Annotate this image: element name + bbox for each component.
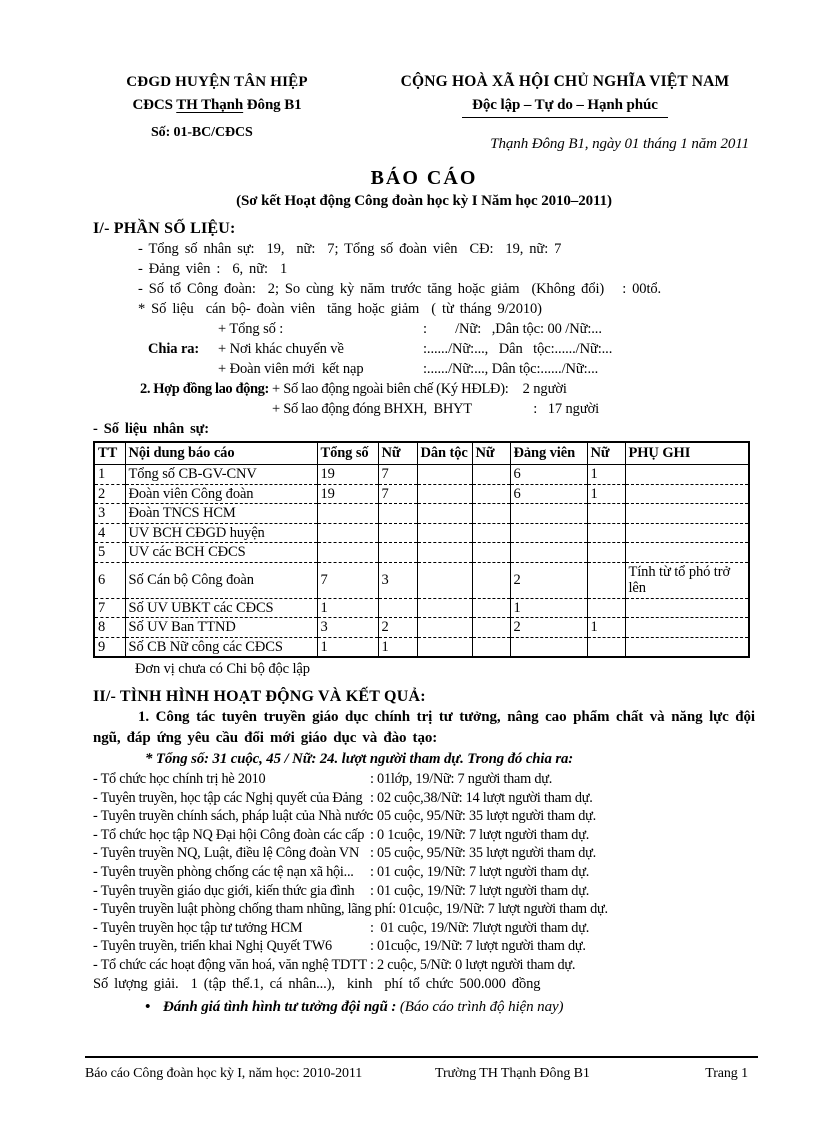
table-cell — [625, 504, 749, 524]
table-cell — [587, 637, 625, 657]
activity-item-label: - Tuyên truyền luật phòng chống tham nhũng, lãng phí: 01cuộc, 19/Nữ: 7 lượt người tham dự. — [93, 901, 608, 918]
table-cell: Tổng số CB-GV-CNV — [125, 465, 317, 485]
prize-line: Số lượng giải. 1 (tập thể.1, cá nhân...), kinh phí tổ chức 500.000 đồng — [93, 975, 541, 992]
table-header-cell: Đảng viên — [510, 442, 587, 465]
section-1 — [93, 219, 755, 679]
hop-dong-label: 2. Hợp đồng lao động: — [140, 381, 269, 397]
table-cell — [625, 637, 749, 657]
table-cell: Đoàn TNCS HCM — [125, 504, 317, 524]
table-header-cell: Nữ — [587, 442, 625, 465]
activity-item-label: - Tuyên truyền chính sách, pháp luật của Nhà nước — [93, 808, 373, 825]
table-cell: 6 — [510, 465, 587, 485]
table-cell — [625, 465, 749, 485]
table-cell: 1 — [317, 598, 378, 618]
chia-ra-row — [93, 319, 755, 339]
section-2 — [93, 687, 755, 1018]
header-right-block — [341, 72, 755, 154]
table-row — [94, 484, 749, 504]
table-cell — [472, 598, 510, 618]
table-cell: Số UV Ban TTND — [125, 618, 317, 638]
org-name-suffix: Đông B1 — [243, 97, 302, 113]
activity-item — [93, 919, 755, 938]
activity-item — [93, 956, 755, 975]
table-cell — [472, 465, 510, 485]
table-footnote: Đơn vị chưa có Chi bộ độc lập — [135, 661, 310, 677]
activity-item — [93, 826, 755, 845]
activity-item — [93, 937, 755, 956]
activity-item-label: - Tổ chức học tập NQ Đại hội Công đoàn các cấp — [93, 826, 365, 843]
table-cell: 6 — [94, 562, 125, 598]
activity-item — [93, 844, 755, 863]
table-cell: 1 — [587, 484, 625, 504]
section-1-heading: I/- PHẦN SỐ LIỆU: — [93, 220, 236, 237]
table-cell — [417, 504, 472, 524]
table-cell — [472, 618, 510, 638]
footer-page-number: Trang 1 — [705, 1066, 748, 1081]
chia-ra-row — [93, 359, 755, 379]
table-row — [94, 598, 749, 618]
chia-ra-value: :....../Nữ:..., Dân tộc:....../Nữ:... — [423, 341, 613, 357]
chia-ra-label — [148, 359, 218, 379]
table-cell: 2 — [510, 618, 587, 638]
stat-line: - Số tổ Công đoàn: 2; So cùng kỳ năm trước tăng hoặc giảm (Không đổi) : 00tổ. — [138, 281, 662, 297]
table-header-cell: TT — [94, 442, 125, 465]
table-cell: 9 — [94, 637, 125, 657]
table-cell — [625, 484, 749, 504]
document-number: Số: 01-BC/CĐCS — [151, 125, 253, 140]
table-row — [94, 618, 749, 638]
total-summary-line: * Tổng số: 31 cuộc, 45 / Nữ: 24. lượt người tham dự. Trong đó chia ra: — [145, 751, 574, 767]
activity-item-label: - Tuyên truyền, học tập các Nghị quyết của Đảng — [93, 789, 363, 806]
chia-ra-label: Chia ra: — [148, 341, 200, 357]
table-cell — [510, 637, 587, 657]
table-cell: 7 — [378, 465, 417, 485]
activity-item-value: : 2 cuộc, 5/Nữ: 0 lượt người tham dự. — [370, 956, 576, 973]
table-cell — [587, 523, 625, 543]
table-row — [94, 523, 749, 543]
section-2-paragraph: 1. Công tác tuyên truyền giáo dục chính trị tư tưởng, nâng cao phẩm chất và năng lực đội ngũ, đáp ứng yêu cầu đổi mới giáo dục và đào tạo: — [93, 709, 755, 746]
org-name-prefix: CĐCS — [132, 97, 177, 113]
activity-item — [93, 900, 755, 919]
table-cell — [417, 465, 472, 485]
table-header-cell: PHỤ GHI — [625, 442, 749, 465]
table-cell — [472, 504, 510, 524]
chia-ra-item: + Đoàn viên mới kết nạp — [218, 361, 364, 377]
chia-ra-row — [93, 339, 755, 359]
activity-item — [93, 882, 755, 901]
table-cell — [378, 598, 417, 618]
stat-line: * Số liệu cán bộ- đoàn viên tăng hoặc giảm ( từ tháng 9/2010) — [138, 301, 542, 317]
bullet-icon: • — [145, 998, 151, 1015]
hop-dong-row — [93, 399, 755, 419]
table-cell — [417, 598, 472, 618]
table-cell: UV các BCH CĐCS — [125, 543, 317, 563]
table-cell — [472, 543, 510, 563]
table-cell — [378, 504, 417, 524]
table-cell: 1 — [587, 465, 625, 485]
table-header-cell: Nữ — [472, 442, 510, 465]
footer-school-name: Trường TH Thạnh Đông B1 — [435, 1066, 590, 1081]
table-cell: Số UV UBKT các CĐCS — [125, 598, 317, 618]
chia-ra-item: + Nơi khác chuyển về — [218, 341, 344, 357]
activity-item-label: - Tuyên truyền, triển khai Nghị Quyết TW6 — [93, 938, 332, 955]
table-cell: 3 — [317, 618, 378, 638]
activity-item-label: - Tuyên truyền NQ, Luật, điều lệ Công đoàn VN — [93, 845, 360, 862]
activity-item — [93, 789, 755, 808]
table-cell: 8 — [94, 618, 125, 638]
table-row — [94, 543, 749, 563]
table-header-cell: Nội dung báo cáo — [125, 442, 317, 465]
table-cell — [510, 504, 587, 524]
bullet-italic-text: (Báo cáo trình độ hiện nay) — [399, 998, 564, 1015]
table-cell — [417, 618, 472, 638]
activity-item — [93, 863, 755, 882]
hop-dong-item: + Số lao động đóng BHXH, BHYT — [272, 401, 472, 417]
table-cell — [472, 562, 510, 598]
national-title: CỘNG HOÀ XÃ HỘI CHỦ NGHĨA VIỆT NAM — [400, 73, 730, 90]
bullet-line — [145, 997, 755, 1018]
activity-item-label: - Tổ chức học chính trị hè 2010 — [93, 771, 266, 787]
section-2-heading: II/- TÌNH HÌNH HOẠT ĐỘNG VÀ KẾT QUẢ: — [93, 688, 426, 705]
table-cell: UV BCH CĐGD huyện — [125, 523, 317, 543]
org-name-line1: CĐGD HUYỆN TÂN HIỆP — [126, 74, 308, 90]
table-header-cell: Tổng số — [317, 442, 378, 465]
personnel-table — [93, 441, 750, 658]
national-motto: Độc lập – Tự do – Hạnh phúc — [462, 95, 668, 118]
table-cell: 7 — [317, 562, 378, 598]
table-cell — [472, 523, 510, 543]
table-cell — [417, 562, 472, 598]
activity-item-value: : 02 cuộc,38/Nữ: 14 lượt người tham dự. — [370, 789, 593, 806]
footer-report-name: Báo cáo Công đoàn học kỳ I, năm học: 2010-2011 — [85, 1066, 363, 1081]
table-cell: 7 — [94, 598, 125, 618]
table-cell: 19 — [317, 484, 378, 504]
table-cell — [378, 523, 417, 543]
table-cell — [472, 484, 510, 504]
table-row — [94, 504, 749, 524]
activity-item-value: : 01lớp, 19/Nữ: 7 người tham dự. — [370, 771, 553, 787]
activity-item — [93, 770, 755, 789]
table-cell: 6 — [510, 484, 587, 504]
table-cell: 2 — [510, 562, 587, 598]
activity-item-label: - Tuyên truyền phòng chống các tệ nạn xã hội... — [93, 863, 354, 880]
table-cell — [378, 543, 417, 563]
table-cell — [625, 618, 749, 638]
hop-dong-value: : 17 người — [505, 401, 600, 417]
chia-ra-label — [148, 319, 218, 339]
activity-item-value: : 01 cuộc, 19/Nữ: 7 lượt người tham dự. — [370, 863, 590, 880]
table-cell: 19 — [317, 465, 378, 485]
table-row — [94, 562, 749, 598]
report-subtitle: (Sơ kết Hoạt động Công đoàn học kỳ I Năm học 2010–2011) — [236, 193, 612, 209]
motto-wrap — [375, 95, 755, 118]
table-cell: Đoàn viên Công đoàn — [125, 484, 317, 504]
table-cell — [317, 523, 378, 543]
table-cell: 2 — [378, 618, 417, 638]
report-title: BÁO CÁO — [370, 167, 478, 189]
table-cell — [317, 504, 378, 524]
table-header-cell: Nữ — [378, 442, 417, 465]
table-cell — [625, 523, 749, 543]
table-cell: 2 — [94, 484, 125, 504]
table-cell — [587, 562, 625, 598]
hop-dong-value: 2 người — [508, 381, 567, 397]
table-cell — [417, 637, 472, 657]
activity-item-value: : 05 cuộc, 95/Nữ: 35 lượt người tham dự. — [370, 808, 596, 825]
table-header-row — [94, 442, 749, 465]
page-footer — [85, 1056, 758, 1084]
activity-item-value: : 05 cuộc, 95/Nữ: 35 lượt người tham dự. — [370, 845, 596, 862]
table-cell: 3 — [378, 562, 417, 598]
table-cell — [587, 598, 625, 618]
date-line: Thạnh Đông B1, ngày 01 tháng 1 năm 2011 — [490, 136, 749, 152]
chia-ra-item: + Tổng số : — [218, 321, 284, 337]
table-cell: 5 — [94, 543, 125, 563]
activity-list — [93, 770, 755, 975]
table-cell: 1 — [94, 465, 125, 485]
table-cell: 4 — [94, 523, 125, 543]
stat-line: - Tổng số nhân sự: 19, nữ: 7; Tổng số đoàn viên CĐ: 19, nữ: 7 — [138, 241, 562, 257]
activity-item — [93, 807, 755, 826]
chia-ra-value: : /Nữ: ,Dân tộc: 00 /Nữ:... — [423, 321, 602, 337]
activity-item-label: - Tuyên truyền học tập tư tưởng HCM — [93, 919, 303, 936]
table-cell: 7 — [378, 484, 417, 504]
table-cell — [587, 543, 625, 563]
table-cell: Số CB Nữ công các CĐCS — [125, 637, 317, 657]
table-cell — [417, 484, 472, 504]
bullet-bold-text: Đánh giá tình hình tư tưởng đội ngũ : — [163, 998, 400, 1015]
table-cell — [317, 543, 378, 563]
table-cell: Tính từ tổ phó trở lên — [625, 562, 749, 598]
table-cell: Số Cán bộ Công đoàn — [125, 562, 317, 598]
table-cell — [625, 598, 749, 618]
stat-line: - Đảng viên : 6, nữ: 1 — [138, 261, 288, 277]
table-cell: 1 — [510, 598, 587, 618]
table-header-cell: Dân tộc — [417, 442, 472, 465]
table-cell — [417, 523, 472, 543]
activity-item-label: - Tuyên truyền giáo dục giới, kiến thức gia đình — [93, 882, 355, 899]
table-cell — [472, 637, 510, 657]
table-cell: 1 — [317, 637, 378, 657]
activity-item-value: : 01 cuộc, 19/Nữ: 7 lượt người tham dự. — [370, 882, 590, 899]
table-cell: 1 — [587, 618, 625, 638]
activity-item-value: : 01cuộc, 19/Nữ: 7 lượt người tham dự. — [370, 938, 586, 955]
hop-dong-label — [140, 399, 272, 419]
hop-dong-item: + Số lao động ngoài biên chế (Ký HĐLĐ): — [272, 381, 509, 397]
personnel-table-label: - Số liệu nhân sự: — [93, 421, 210, 437]
table-cell — [510, 543, 587, 563]
title-block — [93, 168, 755, 211]
table-cell — [625, 543, 749, 563]
activity-item-label: - Tổ chức các hoạt động văn hoá, văn nghệ TDTT — [93, 956, 368, 973]
table-cell — [587, 504, 625, 524]
org-name-line2 — [93, 95, 341, 115]
table-cell: 1 — [378, 637, 417, 657]
header-left-block — [93, 72, 341, 154]
table-row — [94, 637, 749, 657]
activity-item-value: : 01 cuộc, 19/Nữ: 7lượt người tham dự. — [370, 919, 590, 936]
document-header — [93, 72, 755, 154]
table-cell — [510, 523, 587, 543]
org-name-underlined: TH Thạnh — [176, 97, 244, 113]
activity-item-value: : 0 1cuộc, 19/Nữ: 7 lượt người tham dự. — [370, 826, 590, 843]
table-row — [94, 465, 749, 485]
table-cell: 3 — [94, 504, 125, 524]
chia-ra-value: :....../Nữ:..., Dân tộc:....../Nữ:... — [423, 361, 599, 377]
table-cell — [417, 543, 472, 563]
hop-dong-row — [93, 379, 755, 399]
